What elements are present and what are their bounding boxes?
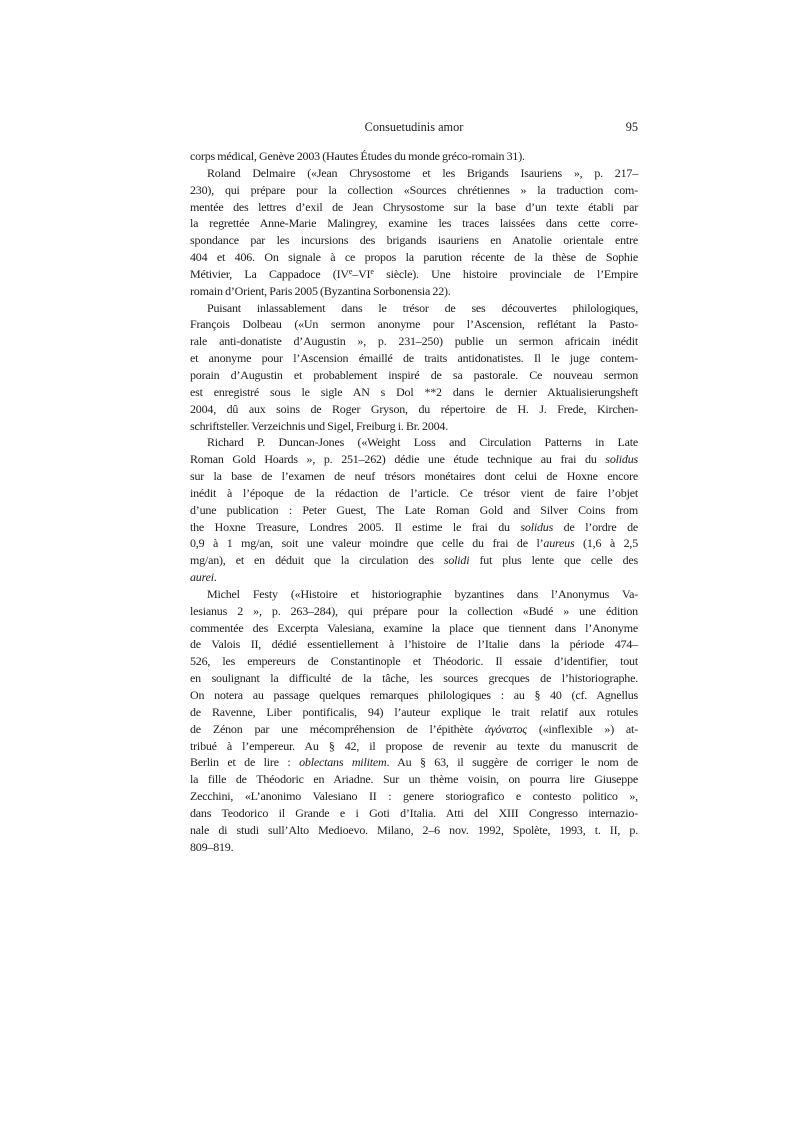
paragraph bbox=[190, 148, 638, 165]
text-run: the Hoxne Treasure, Londres 2005. Il estime le frai du bbox=[190, 519, 521, 534]
text-run: rale anti-donatiste d’Augustin », p. 231–250) publie un sermon africain inédit bbox=[190, 334, 638, 349]
paragraph bbox=[190, 300, 638, 435]
text-line bbox=[190, 603, 638, 620]
text-run: Richard P. Duncan-Jones («Weight Loss and Circulation Patterns in Late bbox=[207, 435, 638, 450]
italic-text-run: oblectans militem bbox=[299, 755, 387, 770]
italic-text-run: solidus bbox=[520, 519, 554, 534]
text-line bbox=[190, 519, 638, 536]
text-run: siècle). Une histoire provinciale de l’Empire bbox=[373, 266, 638, 281]
italic-text-run: solidi bbox=[443, 553, 470, 568]
italic-text-run: ἀγόνατος bbox=[484, 721, 527, 736]
italic-text-run: solidus bbox=[605, 452, 638, 467]
text-run: . Au § 63, il suggère de corriger le nom de bbox=[386, 755, 638, 770]
superscript-run: e bbox=[348, 267, 353, 277]
text-line bbox=[190, 300, 638, 317]
text-run: lesianus 2 », p. 263–284), qui prépare pour la collection «Budé » une édition bbox=[190, 603, 638, 618]
text-line bbox=[190, 182, 638, 199]
text-run: corps médical, Genève 2003 (Hautes Études du monde gréco-romain 31). bbox=[190, 149, 525, 163]
text-run: la fille de Théodoric en Ariadne. Sur un thème voisin, on pourra lire Giuseppe bbox=[190, 772, 638, 787]
text-run: 230), qui prépare pour la collection «Sources chrétiennes » la traduction com- bbox=[190, 182, 638, 197]
text-line bbox=[190, 418, 638, 435]
text-line bbox=[190, 552, 638, 569]
text-run: Métivier, La Cappadoce (IV bbox=[190, 266, 349, 281]
text-run: nale di studi sull’Alto Medioevo. Milano, 2–6 nov. 1992, Spolète, 1993, t. II, p. bbox=[190, 822, 638, 837]
text-line bbox=[190, 232, 638, 249]
text-run: romain d’Orient, Paris 2005 (Byzantina Sorbonensia 22). bbox=[190, 283, 451, 298]
text-line bbox=[190, 468, 638, 485]
text-run: spondance par les incursions des brigands isauriens en Anatolie orientale entre bbox=[190, 233, 638, 248]
italic-text-run: aureus bbox=[543, 536, 575, 551]
text-run: porain d’Augustin et probablement inspiré de sa pastorale. Ce nouveau sermon bbox=[190, 367, 638, 382]
text-line bbox=[190, 704, 638, 721]
text-line bbox=[190, 266, 638, 283]
superscript-run: e bbox=[370, 267, 374, 277]
text-line bbox=[190, 738, 638, 755]
text-line bbox=[190, 215, 638, 232]
text-line bbox=[190, 687, 638, 704]
text-line bbox=[190, 721, 638, 738]
text-line bbox=[190, 451, 638, 468]
text-run: de Zénon par une mécompréhension de l’épithète bbox=[190, 721, 485, 736]
text-line bbox=[190, 502, 638, 519]
italic-text-run: aurei bbox=[190, 570, 214, 585]
text-line bbox=[190, 771, 638, 788]
text-line bbox=[190, 754, 638, 771]
text-run: de Ravenne, Liber pontificalis, 94) l’auteur explique le trait relatif aux rotules bbox=[190, 704, 638, 719]
text-line bbox=[190, 839, 638, 856]
text-run: commentée des Excerpta Valesiana, examine la place que tiennent dans l’Anonyme bbox=[190, 620, 638, 635]
text-line bbox=[190, 485, 638, 502]
text-line bbox=[190, 636, 638, 653]
text-run: Roman Gold Hoards », p. 251–262) dédie une étude technique au frai du bbox=[190, 452, 606, 467]
text-line bbox=[190, 249, 638, 266]
running-header bbox=[190, 119, 638, 135]
text-line bbox=[190, 316, 638, 333]
text-run: On notera au passage quelques remarques philologiques : au § 40 (cf. Agnellus bbox=[190, 688, 638, 702]
text-line bbox=[190, 401, 638, 418]
text-run: et anonyme pour l’Ascension émaillé de traits antidonatistes. Il le juge contem- bbox=[190, 351, 638, 366]
text-line bbox=[190, 384, 638, 401]
text-run: Berlin et de lire : bbox=[190, 755, 300, 770]
text-run: d’une publication : Peter Guest, The Late Roman Gold and Silver Coins from bbox=[190, 502, 638, 517]
text-run: sur la base de l’examen de neuf trésors monétaires dont celui de Hoxne encore bbox=[190, 469, 638, 484]
page-number: 95 bbox=[625, 120, 638, 134]
text-line bbox=[190, 535, 638, 552]
text-run: Puisant inlassablement dans le trésor de ses découvertes philologiques, bbox=[207, 300, 638, 315]
text-run: 526, les empereurs de Constantinople et Théodoric. Il essaie d’identifier, tout bbox=[190, 654, 638, 669]
text-run: . bbox=[213, 570, 217, 585]
text-line bbox=[190, 586, 638, 603]
text-run: 404 et 406. On signale à ce propos la parution récente de la thèse de Sophie bbox=[190, 250, 638, 265]
text-line bbox=[190, 805, 638, 822]
text-line bbox=[190, 788, 638, 805]
text-line bbox=[190, 333, 638, 350]
running-title: Consuetudinis amor bbox=[364, 120, 464, 134]
text-line bbox=[190, 569, 638, 586]
text-line bbox=[190, 367, 638, 384]
paragraph bbox=[190, 434, 638, 586]
text-run: mentée des lettres d’exil de Jean Chrysostome sur la base d’un texte établi par bbox=[190, 199, 638, 214]
text-run: 2004, dû aux soins de Roger Gryson, du répertoire de H. J. Frede, Kirchen- bbox=[190, 401, 638, 416]
text-run: –VI bbox=[352, 266, 371, 281]
text-line bbox=[190, 165, 638, 182]
text-line bbox=[190, 670, 638, 687]
text-run: 809–819. bbox=[190, 839, 234, 854]
text-run: inédit à l’époque de la rédaction de l’article. Ce trésor vient de faire l’objet bbox=[190, 485, 638, 500]
text-line bbox=[190, 283, 638, 300]
paragraph bbox=[190, 586, 638, 856]
text-run: (1,6 à 2,5 bbox=[574, 536, 638, 551]
text-run: 0,9 à 1 mg/an, soit une valeur moindre que celle du frai de l’ bbox=[190, 536, 544, 551]
text-run: mg/an), et en déduit que la circulation des bbox=[190, 553, 444, 568]
text-line bbox=[190, 148, 638, 165]
text-line bbox=[190, 653, 638, 670]
text-run: en soulignant la difficulté de la tâche, les sources grecques de l’historiographe. bbox=[190, 671, 638, 686]
text-run: de Valois II, dédié essentiellement à l’histoire de l’Italie dans la période 474– bbox=[190, 637, 638, 652]
text-run: schriftsteller. Verzeichnis und Sigel, Freiburg i. Br. 2004. bbox=[190, 418, 449, 433]
page-body bbox=[190, 148, 638, 855]
text-line bbox=[190, 350, 638, 367]
text-run: François Dolbeau («Un sermon anonyme pour l’Ascension, reflétant la Pasto- bbox=[190, 317, 638, 332]
text-line bbox=[190, 620, 638, 637]
text-line bbox=[190, 199, 638, 216]
text-run: dans Teodorico il Grande e i Goti d’Italia. Atti del XIII Congresso internazio- bbox=[190, 805, 638, 820]
text-line bbox=[190, 822, 638, 839]
paragraph bbox=[190, 165, 638, 300]
text-run: Zecchini, «L’anonimo Valesiano II : genere storiografico e contesto politico », bbox=[190, 789, 638, 804]
text-run: tribué à l’empereur. Au § 42, il propose de revenir au texte du manuscrit de bbox=[190, 738, 638, 753]
text-run: de l’ordre de bbox=[553, 519, 638, 534]
text-run: Roland Delmaire («Jean Chrysostome et les Brigands Isauriens », p. 217– bbox=[207, 165, 638, 180]
text-line bbox=[190, 434, 638, 451]
text-run: est enregistré sous le sigle AN s Dol **2 dans le dernier Aktualisierungsheft bbox=[190, 384, 638, 399]
text-run: («inflexible ») at- bbox=[526, 721, 638, 736]
text-run: fut plus lente que celle des bbox=[469, 553, 638, 568]
text-run: Michel Festy («Histoire et historiographie byzantines dans l’Anonymus Va- bbox=[207, 586, 638, 601]
text-run: la regrettée Anne-Marie Malingrey, examine les traces laissées dans cette corre- bbox=[190, 216, 638, 231]
